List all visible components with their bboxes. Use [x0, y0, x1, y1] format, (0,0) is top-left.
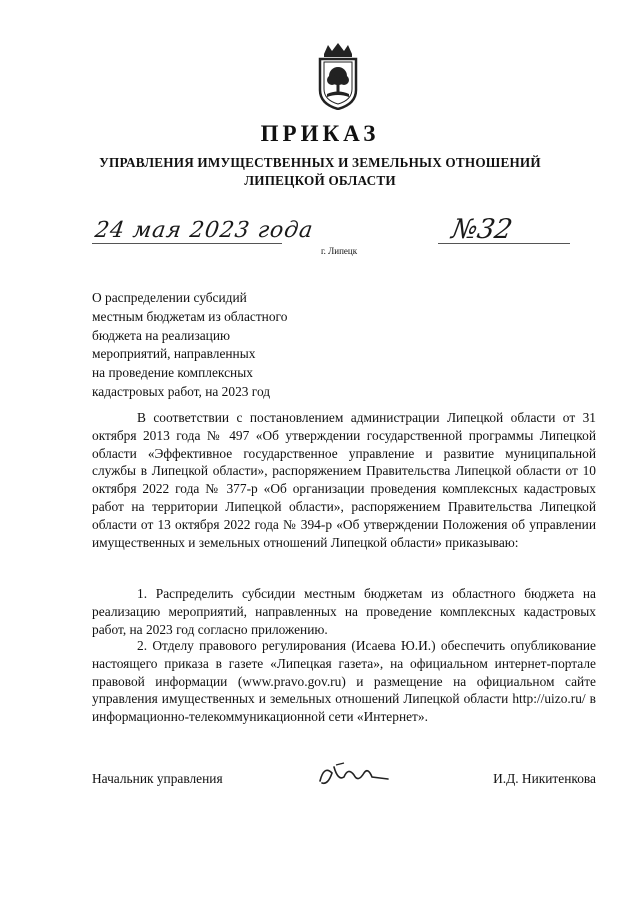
preamble-block [92, 409, 596, 551]
issuer-name-line-2: ЛИПЕЦКОЙ ОБЛАСТИ [244, 173, 396, 188]
city-label: г. Липецк [321, 246, 358, 256]
order-item-1-text: 1. Распределить субсидии местным бюджетам из областного бюджета на реализацию мероприятий, направленных на проведение комплексных кадастровых работ, на 2023 год согласно приложению. [92, 586, 596, 637]
handwritten-signature-icon [314, 759, 394, 793]
handwritten-order-number: №32 [449, 214, 515, 245]
order-item-1 [92, 585, 596, 638]
subject-line: на проведение комплексных [92, 365, 253, 381]
coat-of-arms-icon [314, 42, 362, 110]
order-item-2-text: 2. Отделу правового регулирования (Исаева Ю.И.) обеспечить опубликование настоящего приказа в газете «Липецкая газета», на официальном интернет-портале правовой информации (www.pravo.gov.ru) и размещение на официальном сайте управления имущественных и земельных отношений Липецкой области http://uizo.ru/ в информационно-телекоммуникационной сети «Интернет». [92, 638, 596, 725]
handwritten-date: 24 мая 2023 года [93, 218, 316, 243]
signature-block [92, 771, 596, 795]
signatory-position: Начальник управления [92, 771, 223, 786]
issuer-name-line-1: УПРАВЛЕНИЯ ИМУЩЕСТВЕННЫХ И ЗЕМЕЛЬНЫХ ОТНОШЕНИЙ [99, 155, 541, 170]
subject-line: мероприятий, направленных [92, 346, 256, 362]
subject-line: О распределении субсидий [92, 290, 247, 305]
signatory-name: И.Д. Никитенкова [493, 771, 596, 786]
subject-line: бюджета на реализацию [92, 327, 231, 343]
order-item-2 [92, 637, 596, 726]
date-underline [92, 243, 282, 244]
order-subject [92, 289, 352, 402]
preamble-paragraph: В соответствии с постановлением администрации Липецкой области от 31 октября 2013 года № 497 «Об утверждении государственной программы Липецкой области «Эффективное государственное управление и развитие муниципальной службы в Липецкой области», распоряжением Правительства Липецкой области от 10 октября 2022 года № 377-р «Об организации проведения комплексных кадастровых работ на территории Липецкой области», распоряжением Правительства Липецкой области от 13 октября 2022 года № 394-р «Об утверждении Положения об управлении имущественных и земельных отношений Липецкой области» приказываю: [92, 410, 596, 550]
subject-line: местным бюджетам из областного [92, 308, 288, 324]
document-title: ПРИКАЗ [260, 121, 380, 146]
number-underline [438, 243, 570, 244]
subject-line: кадастровых работ, на 2023 год [92, 383, 271, 399]
